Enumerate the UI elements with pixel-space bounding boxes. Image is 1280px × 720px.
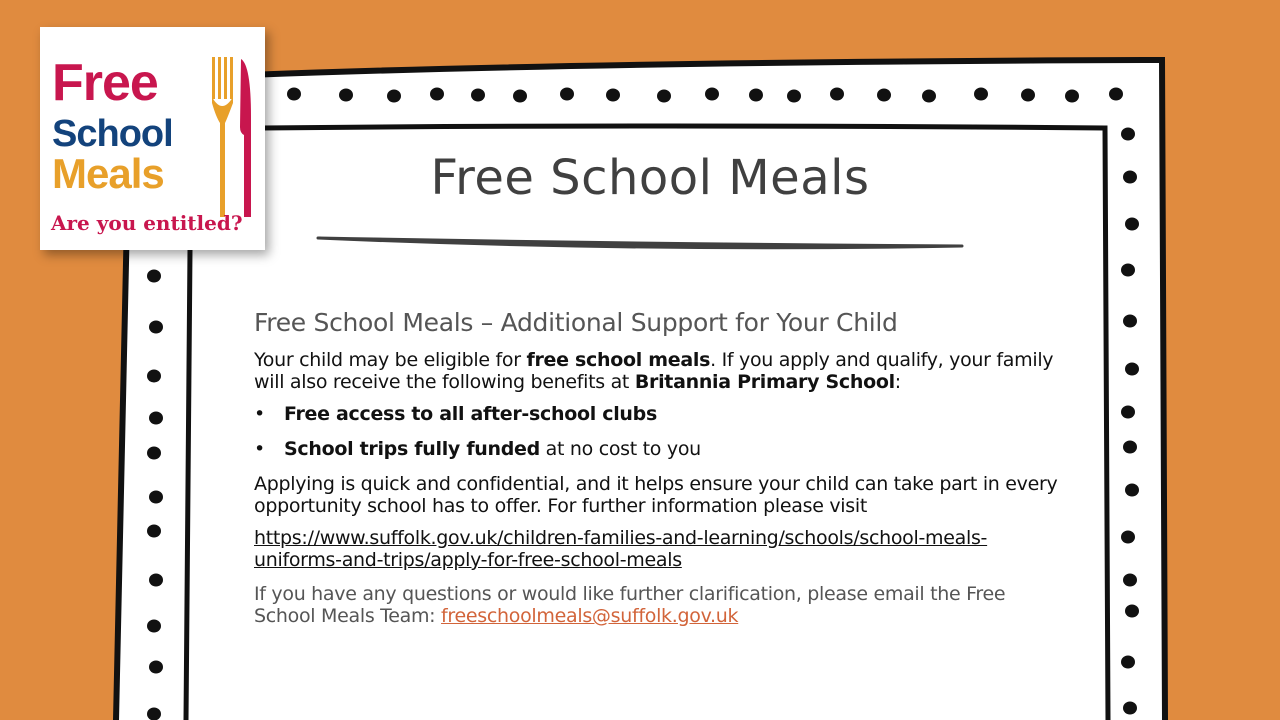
frame-dot [1121,656,1135,669]
frame-dot [560,88,574,101]
section-heading: Free School Meals – Additional Support for Your Child [254,308,898,337]
benefit-bold: Free access to all after-school clubs [284,403,657,425]
frame-dot [387,90,401,103]
frame-dot [1109,88,1123,101]
frame-dot [149,321,163,334]
intro-bold-free-school-meals: free school meals [526,349,711,371]
frame-dot [974,88,988,101]
benefit-text: at no cost to you [539,438,701,460]
frame-dot [149,491,163,504]
frame-dot [339,89,353,102]
free-school-meals-logo [40,27,265,250]
cutlery-icon [205,57,255,222]
info-link[interactable]: https://www.suffolk.gov.uk/children-families-and-learning/schools/school-meals-uniforms-and-trips/apply-for-free-school-meals [254,527,988,571]
frame-dot [877,89,891,102]
frame-dot [1123,574,1137,587]
frame-dot [1121,128,1135,141]
frame-dot [1123,702,1137,715]
frame-dot [147,620,161,633]
apply-paragraph: Applying is quick and confidential, and it helps ensure your child can take part in every opportunity school has to offer. For further information please visit [254,473,1058,517]
frame-dot [471,89,485,102]
frame-dot [1123,441,1137,454]
frame-dot [830,88,844,101]
frame-dot [787,90,801,103]
frame-dot [1125,484,1139,497]
frame-dot [513,90,527,103]
frame-dot [147,447,161,460]
frame-dot [1121,264,1135,277]
fork-icon [212,57,233,217]
frame-dot [1123,315,1137,328]
frame-dot [147,370,161,383]
contact-text: If you have any questions or would like further clarification, please email the Free School Meals Team: [254,583,1006,627]
benefit-bold: School trips fully funded [284,438,540,460]
frame-dot [606,89,620,102]
page-title: Free School Meals [430,150,870,206]
frame-dot [705,88,719,101]
list-item [254,438,1064,460]
intro-paragraph [254,349,1064,393]
email-link[interactable]: freeschoolmeals@suffolk.gov.uk [441,605,739,627]
frame-dot [149,412,163,425]
info-link-paragraph [254,527,1064,571]
frame-dot [1065,90,1079,103]
frame-dot [147,525,161,538]
intro-bold-school-name: Britannia Primary School [634,371,895,393]
frame-dot [922,90,936,103]
knife-icon [240,59,251,217]
bullet-icon: • [254,403,265,425]
frame-dot [1021,89,1035,102]
frame-dot [287,88,301,101]
bullet-icon: • [254,438,265,460]
frame-dot [1125,218,1139,231]
list-item [254,403,1064,425]
benefits-list [254,403,1064,460]
frame-dot [147,708,161,720]
frame-dot [1125,363,1139,376]
frame-dot [430,88,444,101]
logo-tagline: Are you entitled? [51,211,243,235]
frame-dot [1121,531,1135,544]
frame-dot [749,89,763,102]
intro-text: . If you apply and qualify, your family will also receive the following benefits at [254,349,1054,393]
frame-dot [657,90,671,103]
logo-word-school: School [52,113,173,155]
main-content [254,308,1064,637]
contact-paragraph [254,583,1064,627]
frame-dot [149,661,163,674]
logo-word-free: Free [52,54,158,112]
frame-dot [1121,406,1135,419]
frame-dot [147,270,161,283]
intro-text: : [894,371,901,393]
intro-text: Your child may be eligible for [254,349,527,371]
frame-dot [1125,605,1139,618]
frame-dot [149,574,163,587]
logo-word-meals: Meals [52,150,164,197]
frame-dot [1123,171,1137,184]
